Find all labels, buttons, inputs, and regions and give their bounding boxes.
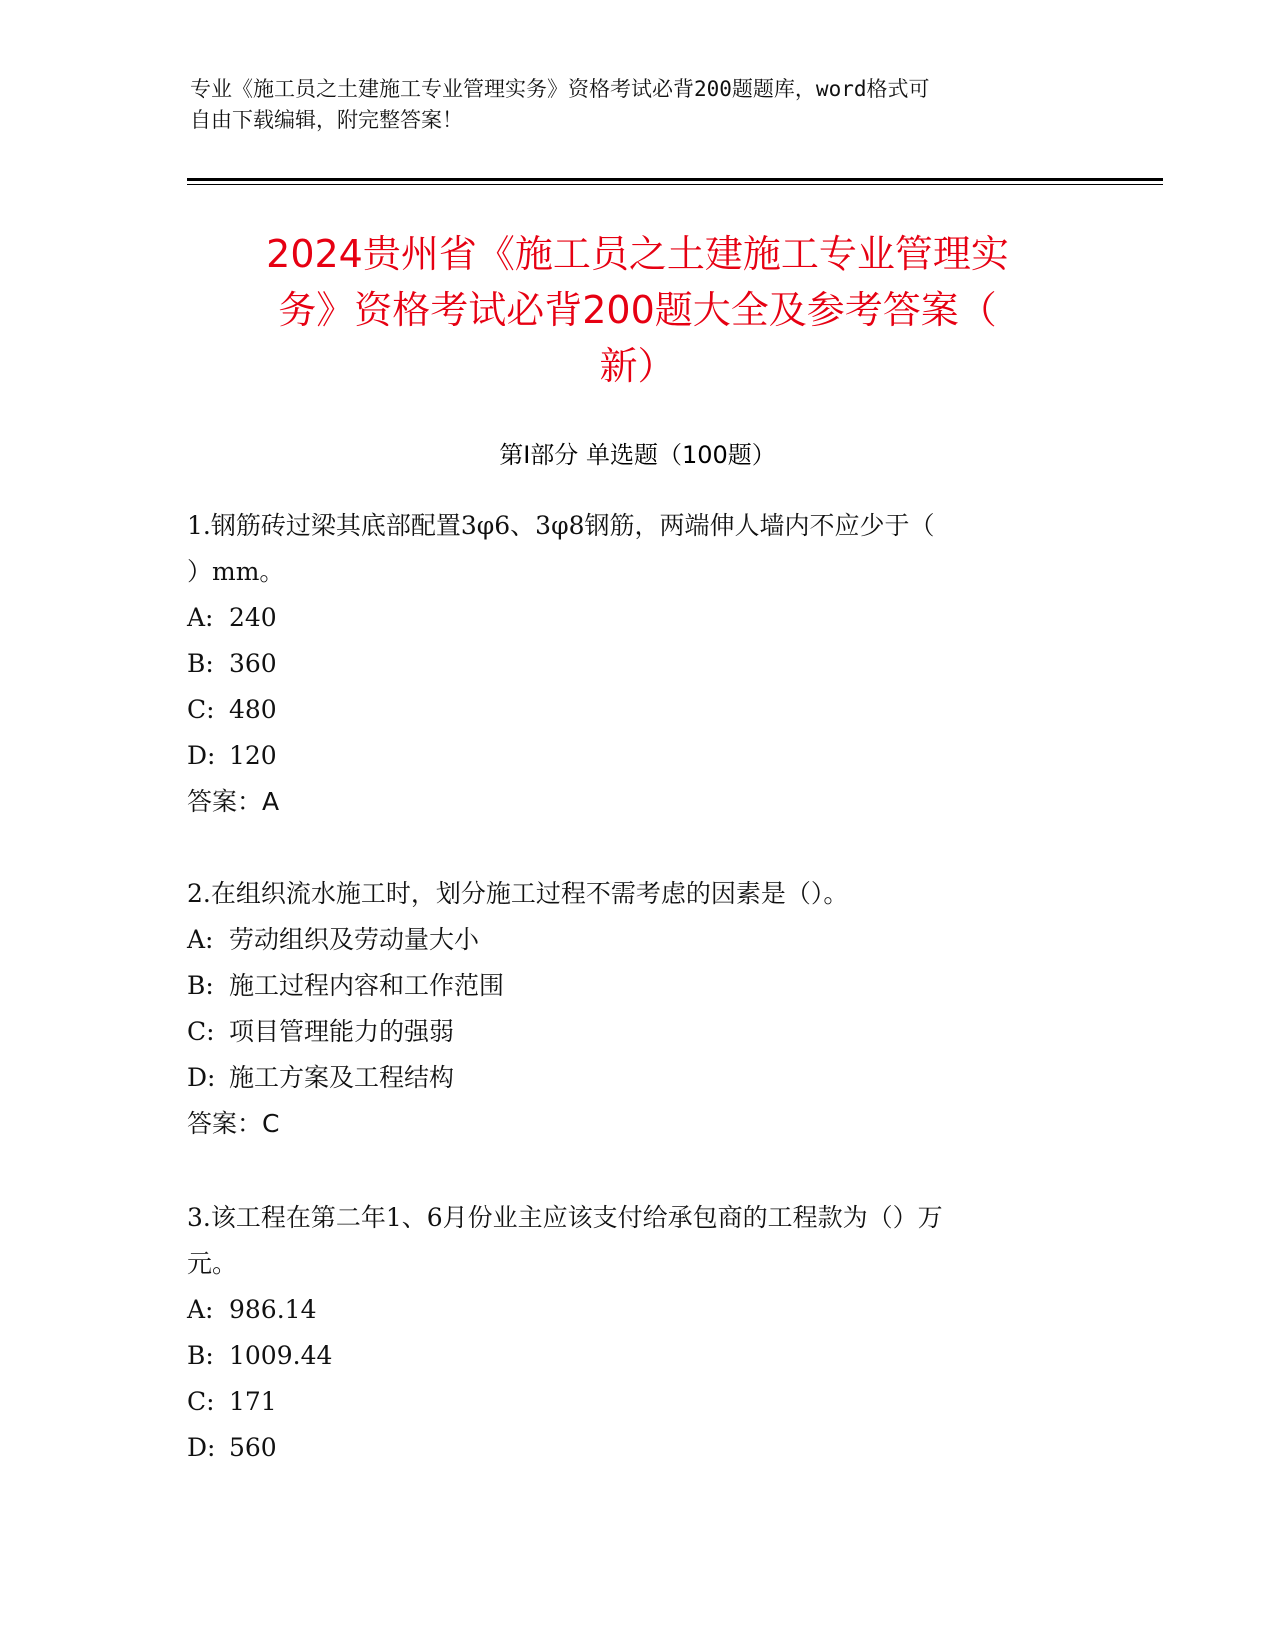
question-1-option-c bbox=[187, 687, 1087, 733]
option-text: 171 bbox=[229, 1387, 277, 1416]
option-text: 120 bbox=[229, 741, 277, 770]
question-1-option-d bbox=[187, 733, 1087, 779]
question-3-text-line-2: 元。 bbox=[187, 1249, 238, 1278]
option-letter: D: bbox=[187, 1063, 216, 1092]
question-2-option-d bbox=[187, 1055, 1087, 1101]
header-note-line-1: 专业《施工员之土建施工专业管理实务》资格考试必背200题题库，word格式可 bbox=[190, 77, 930, 101]
option-letter: A: bbox=[187, 1295, 214, 1324]
option-text: 986.14 bbox=[229, 1295, 317, 1324]
option-text: 1009.44 bbox=[229, 1341, 333, 1370]
document-title-line-1: 2024贵州省《施工员之土建施工专业管理实 bbox=[266, 232, 1009, 276]
header-note-line-2: 自由下载编辑，附完整答案！ bbox=[190, 108, 463, 132]
question-1 bbox=[187, 503, 1087, 825]
question-2-option-a bbox=[187, 917, 1087, 963]
document-title bbox=[150, 226, 1125, 394]
option-text: 240 bbox=[229, 603, 277, 632]
question-3-option-a bbox=[187, 1287, 1087, 1333]
option-letter: B: bbox=[187, 1341, 214, 1370]
question-2-option-c bbox=[187, 1009, 1087, 1055]
question-1-answer: 答案：A bbox=[187, 787, 280, 816]
question-3-option-b bbox=[187, 1333, 1087, 1379]
section-heading: 第Ⅰ部分 单选题（100题） bbox=[499, 441, 776, 469]
question-2 bbox=[187, 871, 1087, 1147]
option-letter: C: bbox=[187, 1017, 215, 1046]
option-letter: A: bbox=[187, 603, 214, 632]
question-3-text-line-1: 3.该工程在第二年1、6月份业主应该支付给承包商的工程款为（）万 bbox=[187, 1203, 943, 1232]
option-letter: B: bbox=[187, 649, 214, 678]
option-letter: B: bbox=[187, 971, 214, 1000]
question-1-option-a bbox=[187, 595, 1087, 641]
option-text: 项目管理能力的强弱 bbox=[229, 1017, 455, 1046]
question-3-option-d bbox=[187, 1425, 1087, 1471]
header-note bbox=[190, 74, 1090, 136]
question-2-option-b bbox=[187, 963, 1087, 1009]
question-1-text-line-2: ）mm。 bbox=[187, 557, 285, 586]
question-1-option-b bbox=[187, 641, 1087, 687]
option-text: 560 bbox=[229, 1433, 277, 1462]
question-2-text-line-1: 2.在组织流水施工时，划分施工过程不需考虑的因素是（）。 bbox=[187, 879, 849, 908]
option-letter: A: bbox=[187, 925, 214, 954]
header-rule-thin bbox=[187, 184, 1163, 185]
header-rule-thick bbox=[187, 178, 1163, 181]
option-text: 劳动组织及劳动量大小 bbox=[229, 925, 480, 954]
option-letter: C: bbox=[187, 695, 215, 724]
option-letter: C: bbox=[187, 1387, 215, 1416]
question-2-answer: 答案：C bbox=[187, 1109, 280, 1138]
document-title-line-2: 务》资格考试必背200题大全及参考答案（ bbox=[278, 288, 997, 332]
option-text: 施工过程内容和工作范围 bbox=[229, 971, 505, 1000]
question-3 bbox=[187, 1195, 1087, 1471]
option-letter: D: bbox=[187, 741, 216, 770]
question-3-option-c bbox=[187, 1379, 1087, 1425]
question-1-text-line-1: 1.钢筋砖过梁其底部配置3φ6、3φ8钢筋，两端伸人墙内不应少于（ bbox=[187, 511, 935, 540]
option-text: 360 bbox=[229, 649, 277, 678]
document-title-line-3: 新） bbox=[599, 344, 676, 388]
option-letter: D: bbox=[187, 1433, 216, 1462]
option-text: 施工方案及工程结构 bbox=[229, 1063, 455, 1092]
option-text: 480 bbox=[229, 695, 277, 724]
